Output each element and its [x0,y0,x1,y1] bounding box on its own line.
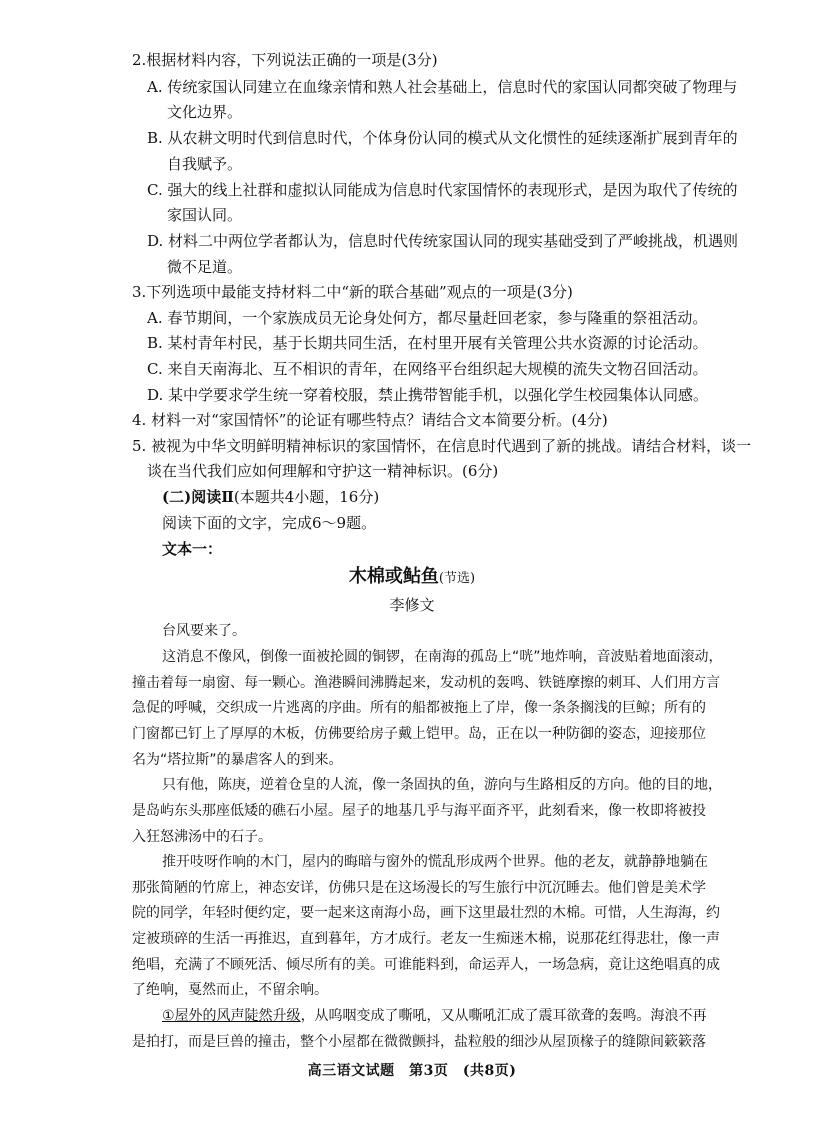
story-title-note: (节选) [438,571,476,586]
q2-option-d: D. 材料二中两位学者都认为，信息时代传统家国认同的现实基础受到了严峻挑战，机遇则 [147,232,739,250]
story-author: 李修文 [389,596,435,614]
story-p5-line: 是拍打，而是巨兽的撞击，整个小屋都在微微颤抖，盐粒般的细沙从屋顶椽子的缝隙间簌簌落 [132,1034,706,1050]
story-p4-line: 那张简陋的竹席上，神态安详，仿佛只是在这场漫长的写生旅行中沉沉睡去。他们曾是美术学 [132,880,706,896]
q2-option-c-cont: 家国认同。 [167,206,243,224]
section-heading [162,488,379,506]
story-p3-line: 只有他，陈庚，逆着仓皇的人流，像一条固执的鱼，游向与生路相反的方向。他的目的地， [162,777,722,793]
q2-option-c: C. 强大的线上社群和虚拟认同能成为信息时代家国情怀的表现形式，是因为取代了传统的 [147,181,738,199]
story-p2-line: 名为“塔拉斯”的暴虐客人的到来。 [132,752,343,768]
q2-option-b: B. 从农耕文明时代到信息时代，个体身份认同的模式从文化惯性的延续逐渐扩展到青年的 [147,129,738,147]
q2-option-d-cont: 微不足道。 [167,258,243,276]
q3-option-b: B. 某村青年村民，基于长期共同生活，在村里开展有关管理公共水资源的讨论活动。 [147,334,708,352]
story-p2-line: 这消息不像风，倒像一面被抡圆的铜锣，在南海的孤岛上“咣”地炸响，音波贴着地面滚动， [162,649,723,665]
story-p3-line: 是岛屿东头那座低矮的礁石小屋。屋子的地基几乎与海平面齐平，此刻看来，像一枚即将被投 [132,803,706,819]
q4-stem: 4. 材料一对“家国情怀”的论证有哪些特点？请结合文本简要分析。(4分) [132,411,608,429]
story-title [0,566,824,590]
story-p4-line: 推开吱呀作响的木门，屋内的晦暗与窗外的慌乱形成两个世界。他的老友，就静静地躺在 [162,854,708,870]
q2-stem: 2.根据材料内容，下列说法正确的一项是(3分) [132,51,438,69]
story-p2-line: 门窗都已钉上了厚厚的木板，仿佛要给房子戴上铠甲。岛，正在以一种防御的姿态，迎接那位 [132,726,706,742]
story-p5-line [162,1007,707,1025]
underlined-sentence: 屋外的风声陡然升级 [174,1008,301,1024]
story-p2-line: 急促的呼喊，交织成一片逃离的序曲。所有的船都被拖上了岸，像一条条搁浅的巨鲸；所有的 [132,700,706,716]
section-instruction: 阅读下面的文字，完成6～9题。 [162,514,377,532]
section-heading-rest: (本题共4小题，16分) [233,488,380,506]
section-heading-bold: (二)阅读Ⅱ [162,488,234,506]
story-p3-line: 入狂怒沸汤中的石子。 [132,829,272,845]
q2-option-a-cont: 文化边界。 [167,103,243,121]
story-p5-rest: ，从呜咽变成了嘶吼，又从嘶吼汇成了震耳欲聋的轰鸣。海浪不再 [300,1008,707,1024]
story-p4-line: 院的同学，年轻时便约定，要一起来这南海小岛，画下这里最壮烈的木棉。可惜，人生海海，约 [132,905,720,921]
text-one-label: 文本一： [162,540,223,558]
story-p4-line: 定被琐碎的生活一再推迟，直到暮年，方才成行。老友一生痴迷木棉，说那花红得悲壮，像一声 [132,931,720,947]
story-p2-line: 撞击着每一扇窗、每一颗心。渔港瞬间沸腾起来，发动机的轰鸣、铁链摩擦的刺耳、人们用方言 [132,675,720,691]
q3-option-c: C. 来自天南海北、互不相识的青年，在网络平台组织起大规模的流失文物召回活动。 [147,360,708,378]
q2-option-a: A. 传统家国认同建立在血缘亲情和熟人社会基础上，信息时代的家国认同都突破了物理与 [147,78,738,96]
circled-marker-1: ① [162,1008,175,1024]
q5-stem: 5. 被视为中华文明鲜明精神标识的家国情怀，在信息时代遇到了新的挑战。请结合材料，谈一 [132,437,752,455]
q3-stem: 3.下列选项中最能支持材料二中“新的联合基础”观点的一项是(3分) [132,283,573,301]
story-p4-line: 绝唱，充满了不顾死活、倾尽所有的美。可谁能料到，命运弄人，一场急病，竟让这绝唱真的成 [132,957,720,973]
q2-option-b-cont: 自我赋予。 [167,155,243,173]
story-title-main: 木棉或鲇鱼 [348,566,439,587]
q5-stem-cont: 谈在当代我们应如何理解和守护这一精神标识。(6分) [147,462,499,480]
story-p4-line: 了绝响，戛然而止，不留余响。 [132,982,328,998]
page-footer: 高三语文试题 第3页 (共8页) [307,1063,517,1079]
story-paragraph-1: 台风要来了。 [162,623,246,639]
q3-option-a: A. 春节期间，一个家族成员无论身处何方，都尽量赶回老家，参与隆重的祭祖活动。 [147,309,708,327]
q3-option-d: D. 某中学要求学生统一穿着校服，禁止携带智能手机，以强化学生校园集体认同感。 [147,386,709,404]
